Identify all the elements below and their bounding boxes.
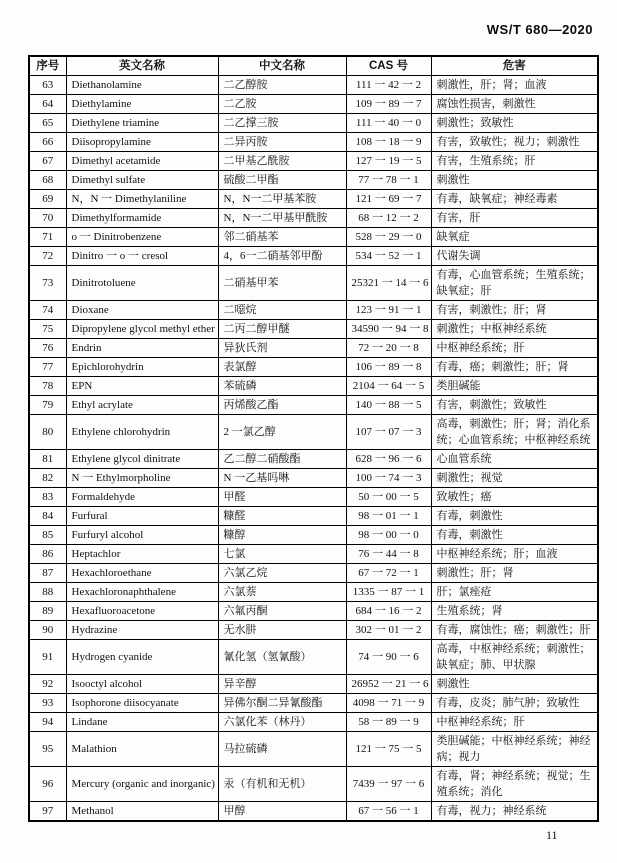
cell-english-name: Dimethyl sulfate [66, 171, 218, 190]
header-hazard: 危害 [431, 56, 598, 76]
cell-hazard: 中枢神经系统；肝 [431, 339, 598, 358]
cell-cas-number: 67 一 72 一 1 [346, 564, 431, 583]
table-row [29, 732, 598, 767]
cell-chinese-name: 二噁烷 [218, 301, 346, 320]
table-row [29, 228, 598, 247]
cell-chinese-name: 异狄氏剂 [218, 339, 346, 358]
cell-serial-number: 70 [29, 209, 66, 228]
cell-cas-number: 111 一 40 一 0 [346, 114, 431, 133]
cell-cas-number: 106 一 89 一 8 [346, 358, 431, 377]
cell-chinese-name: 二丙二醇甲醚 [218, 320, 346, 339]
table-row [29, 469, 598, 488]
cell-serial-number: 72 [29, 247, 66, 266]
cell-hazard: 缺氧症 [431, 228, 598, 247]
table-row [29, 377, 598, 396]
cell-hazard: 肝；氯痤疮 [431, 583, 598, 602]
cell-cas-number: 72 一 20 一 8 [346, 339, 431, 358]
table-row [29, 209, 598, 228]
cell-chinese-name: 异佛尔酮二异氰酸酯 [218, 694, 346, 713]
cell-serial-number: 66 [29, 133, 66, 152]
cell-english-name: Hydrazine [66, 621, 218, 640]
cell-cas-number: 98 一 00 一 0 [346, 526, 431, 545]
cell-serial-number: 96 [29, 767, 66, 802]
cell-english-name: Diethylene triamine [66, 114, 218, 133]
cell-cas-number: 25321 一 14 一 6 [346, 266, 431, 301]
cell-serial-number: 89 [29, 602, 66, 621]
cell-chinese-name: 汞（有机和无机） [218, 767, 346, 802]
cell-hazard: 有害，致敏性；视力；刺激性 [431, 133, 598, 152]
cell-english-name: Ethylene glycol dinitrate [66, 450, 218, 469]
cell-serial-number: 63 [29, 76, 66, 95]
cell-cas-number: 140 一 88 一 5 [346, 396, 431, 415]
cell-english-name: N 一 Ethylmorpholine [66, 469, 218, 488]
cell-serial-number: 92 [29, 675, 66, 694]
cell-serial-number: 80 [29, 415, 66, 450]
cell-english-name: Epichlorohydrin [66, 358, 218, 377]
cell-chinese-name: 糠醛 [218, 507, 346, 526]
cell-english-name: Hexafluoroacetone [66, 602, 218, 621]
cell-hazard: 有害，肝 [431, 209, 598, 228]
cell-serial-number: 85 [29, 526, 66, 545]
cell-serial-number: 88 [29, 583, 66, 602]
cell-chinese-name: N，N一二甲基甲酰胺 [218, 209, 346, 228]
cell-cas-number: 34590 一 94 一 8 [346, 320, 431, 339]
cell-hazard: 刺激性 [431, 171, 598, 190]
cell-chinese-name: 马拉硫磷 [218, 732, 346, 767]
cell-english-name: Furfural [66, 507, 218, 526]
cell-hazard: 有毒，肾；神经系统；视觉；生殖系统；消化 [431, 767, 598, 802]
cell-cas-number: 2104 一 64 一 5 [346, 377, 431, 396]
cell-serial-number: 65 [29, 114, 66, 133]
cell-english-name: Hydrogen cyanide [66, 640, 218, 675]
cell-chinese-name: 六氯萘 [218, 583, 346, 602]
cell-cas-number: 302 一 01 一 2 [346, 621, 431, 640]
cell-english-name: Dipropylene glycol methyl ether [66, 320, 218, 339]
cell-cas-number: 123 一 91 一 1 [346, 301, 431, 320]
table-row [29, 694, 598, 713]
header-cas-number: CAS 号 [346, 56, 431, 76]
cell-english-name: Methanol [66, 802, 218, 822]
cell-chinese-name: 七氯 [218, 545, 346, 564]
header-serial-number: 序号 [29, 56, 66, 76]
cell-hazard: 有毒，腐蚀性；癌；刺激性；肝 [431, 621, 598, 640]
cell-english-name: Diethanolamine [66, 76, 218, 95]
table-row [29, 95, 598, 114]
cell-chinese-name: 乙二醇二硝酸酯 [218, 450, 346, 469]
cell-chinese-name: 二甲基乙酰胺 [218, 152, 346, 171]
cell-serial-number: 97 [29, 802, 66, 822]
cell-hazard: 类胆碱能；中枢神经系统；神经病；视力 [431, 732, 598, 767]
cell-cas-number: 127 一 19 一 5 [346, 152, 431, 171]
cell-chinese-name: 六氯乙烷 [218, 564, 346, 583]
cell-hazard: 中枢神经系统；肝；血液 [431, 545, 598, 564]
cell-chinese-name: 糠醇 [218, 526, 346, 545]
cell-english-name: Dioxane [66, 301, 218, 320]
cell-english-name: Ethylene chlorohydrin [66, 415, 218, 450]
cell-hazard: 生殖系统；肾 [431, 602, 598, 621]
cell-english-name: Isophorone diisocyanate [66, 694, 218, 713]
table-row [29, 526, 598, 545]
cell-hazard: 刺激性；视觉 [431, 469, 598, 488]
table-row [29, 133, 598, 152]
table-header-row [29, 56, 598, 76]
cell-serial-number: 71 [29, 228, 66, 247]
cell-hazard: 高毒，中枢神经系统；刺激性；缺氧症；肺、甲状腺 [431, 640, 598, 675]
cell-cas-number: 26952 一 21 一 6 [346, 675, 431, 694]
cell-serial-number: 86 [29, 545, 66, 564]
page-number: 11 [546, 828, 558, 842]
cell-serial-number: 83 [29, 488, 66, 507]
cell-english-name: Isooctyl alcohol [66, 675, 218, 694]
cell-hazard: 有毒，缺氧症；神经毒素 [431, 190, 598, 209]
cell-cas-number: 67 一 56 一 1 [346, 802, 431, 822]
cell-english-name: Mercury (organic and inorganic) [66, 767, 218, 802]
cell-english-name: Diethylamine [66, 95, 218, 114]
cell-cas-number: 58 一 89 一 9 [346, 713, 431, 732]
header-english-name: 英文名称 [66, 56, 218, 76]
table-row [29, 76, 598, 95]
cell-hazard: 代谢失调 [431, 247, 598, 266]
cell-cas-number: 74 一 90 一 6 [346, 640, 431, 675]
cell-chinese-name: 苯硫磷 [218, 377, 346, 396]
cell-cas-number: 628 一 96 一 6 [346, 450, 431, 469]
cell-english-name: Endrin [66, 339, 218, 358]
cell-hazard: 刺激性；致敏性 [431, 114, 598, 133]
cell-chinese-name: 二硝基甲苯 [218, 266, 346, 301]
cell-hazard: 刺激性；肝；肾 [431, 564, 598, 583]
table-row [29, 152, 598, 171]
cell-cas-number: 111 一 42 一 2 [346, 76, 431, 95]
cell-hazard: 腐蚀性损害，刺激性 [431, 95, 598, 114]
cell-chinese-name: 邻二硝基苯 [218, 228, 346, 247]
cell-serial-number: 84 [29, 507, 66, 526]
cell-chinese-name: 二乙撑三胺 [218, 114, 346, 133]
cell-chinese-name: 硫酸二甲酯 [218, 171, 346, 190]
cell-serial-number: 73 [29, 266, 66, 301]
cell-english-name: Furfuryl alcohol [66, 526, 218, 545]
cell-hazard: 有毒，刺激性 [431, 526, 598, 545]
table-row [29, 583, 598, 602]
cell-chinese-name: 表氯醇 [218, 358, 346, 377]
standard-code-header: WS/T 680—2020 [486, 22, 593, 37]
cell-cas-number: 77 一 78 一 1 [346, 171, 431, 190]
cell-chinese-name: 甲醇 [218, 802, 346, 822]
cell-hazard: 致敏性；癌 [431, 488, 598, 507]
cell-serial-number: 69 [29, 190, 66, 209]
chemical-hazard-table [28, 55, 599, 822]
table-row [29, 301, 598, 320]
cell-hazard: 有毒，视力；神经系统 [431, 802, 598, 822]
cell-chinese-name: 氰化氢（氢氰酸） [218, 640, 346, 675]
cell-serial-number: 81 [29, 450, 66, 469]
cell-english-name: Heptachlor [66, 545, 218, 564]
table-row [29, 339, 598, 358]
cell-english-name: o 一 Dinitrobenzene [66, 228, 218, 247]
cell-serial-number: 91 [29, 640, 66, 675]
table-row [29, 488, 598, 507]
cell-cas-number: 76 一 44 一 8 [346, 545, 431, 564]
table-row [29, 114, 598, 133]
cell-cas-number: 1335 一 87 一 1 [346, 583, 431, 602]
cell-cas-number: 98 一 01 一 1 [346, 507, 431, 526]
cell-cas-number: 121 一 75 一 5 [346, 732, 431, 767]
table-row [29, 640, 598, 675]
cell-hazard: 有害，刺激性；肝；肾 [431, 301, 598, 320]
cell-serial-number: 74 [29, 301, 66, 320]
table-row [29, 266, 598, 301]
cell-english-name: EPN [66, 377, 218, 396]
table-row [29, 564, 598, 583]
cell-chinese-name: N，N一二甲基苯胺 [218, 190, 346, 209]
cell-cas-number: 100 一 74 一 3 [346, 469, 431, 488]
cell-serial-number: 68 [29, 171, 66, 190]
cell-english-name: Formaldehyde [66, 488, 218, 507]
cell-serial-number: 94 [29, 713, 66, 732]
cell-serial-number: 87 [29, 564, 66, 583]
table-row [29, 450, 598, 469]
cell-serial-number: 79 [29, 396, 66, 415]
cell-chinese-name: 丙烯酸乙酯 [218, 396, 346, 415]
cell-english-name: Dinitrotoluene [66, 266, 218, 301]
cell-chinese-name: 2 一氯乙醇 [218, 415, 346, 450]
cell-chinese-name: 二异丙胺 [218, 133, 346, 152]
cell-english-name: Dimethyl acetamide [66, 152, 218, 171]
cell-serial-number: 93 [29, 694, 66, 713]
table-row [29, 171, 598, 190]
table-row [29, 545, 598, 564]
cell-chinese-name: 六氯化苯（林丹） [218, 713, 346, 732]
cell-serial-number: 77 [29, 358, 66, 377]
cell-cas-number: 68 一 12 一 2 [346, 209, 431, 228]
cell-serial-number: 78 [29, 377, 66, 396]
cell-cas-number: 107 一 07 一 3 [346, 415, 431, 450]
cell-english-name: Dinitro 一 o 一 cresol [66, 247, 218, 266]
cell-english-name: Dimethylformamide [66, 209, 218, 228]
cell-hazard: 刺激性，肝；肾；血液 [431, 76, 598, 95]
table-row [29, 396, 598, 415]
cell-chinese-name: 六氟丙酮 [218, 602, 346, 621]
cell-hazard: 刺激性；中枢神经系统 [431, 320, 598, 339]
cell-hazard: 刺激性 [431, 675, 598, 694]
cell-cas-number: 684 一 16 一 2 [346, 602, 431, 621]
cell-english-name: N，N 一 Dimethylaniline [66, 190, 218, 209]
cell-cas-number: 108 一 18 一 9 [346, 133, 431, 152]
cell-hazard: 类胆碱能 [431, 377, 598, 396]
cell-chinese-name: 甲醛 [218, 488, 346, 507]
cell-cas-number: 7439 一 97 一 6 [346, 767, 431, 802]
table-header [29, 56, 598, 76]
table-row [29, 507, 598, 526]
cell-chinese-name: 二乙胺 [218, 95, 346, 114]
cell-serial-number: 64 [29, 95, 66, 114]
cell-serial-number: 82 [29, 469, 66, 488]
cell-cas-number: 4098 一 71 一 9 [346, 694, 431, 713]
cell-serial-number: 90 [29, 621, 66, 640]
table-row [29, 621, 598, 640]
cell-english-name: Hexachloronaphthalene [66, 583, 218, 602]
cell-hazard: 心血管系统 [431, 450, 598, 469]
header-chinese-name: 中文名称 [218, 56, 346, 76]
table-row [29, 190, 598, 209]
cell-serial-number: 67 [29, 152, 66, 171]
cell-english-name: Ethyl acrylate [66, 396, 218, 415]
cell-serial-number: 76 [29, 339, 66, 358]
cell-cas-number: 109 一 89 一 7 [346, 95, 431, 114]
cell-english-name: Malathion [66, 732, 218, 767]
chemical-table-body [29, 76, 598, 822]
table-row [29, 602, 598, 621]
table-row [29, 713, 598, 732]
cell-chinese-name: N 一乙基吗啉 [218, 469, 346, 488]
cell-cas-number: 121 一 69 一 7 [346, 190, 431, 209]
cell-hazard: 有毒，皮炎；肺气肿；致敏性 [431, 694, 598, 713]
cell-english-name: Lindane [66, 713, 218, 732]
table-row [29, 767, 598, 802]
cell-cas-number: 534 一 52 一 1 [346, 247, 431, 266]
cell-chinese-name: 二乙醇胺 [218, 76, 346, 95]
cell-serial-number: 95 [29, 732, 66, 767]
table-row [29, 247, 598, 266]
cell-hazard: 有毒，癌；刺激性；肝；肾 [431, 358, 598, 377]
table-row [29, 358, 598, 377]
cell-english-name: Diisopropylamine [66, 133, 218, 152]
cell-english-name: Hexachloroethane [66, 564, 218, 583]
cell-hazard: 有害，刺激性；致敏性 [431, 396, 598, 415]
table-row [29, 802, 598, 822]
cell-cas-number: 528 一 29 一 0 [346, 228, 431, 247]
cell-chinese-name: 无水肼 [218, 621, 346, 640]
table-row [29, 415, 598, 450]
cell-chinese-name: 异辛醇 [218, 675, 346, 694]
cell-hazard: 中枢神经系统；肝 [431, 713, 598, 732]
cell-hazard: 高毒，刺激性；肝；肾；消化系统；心血管系统；中枢神经系统 [431, 415, 598, 450]
cell-cas-number: 50 一 00 一 5 [346, 488, 431, 507]
cell-serial-number: 75 [29, 320, 66, 339]
cell-hazard: 有毒，刺激性 [431, 507, 598, 526]
cell-chinese-name: 4，6一二硝基邻甲酚 [218, 247, 346, 266]
cell-hazard: 有毒，心血管系统；生殖系统；缺氧症；肝 [431, 266, 598, 301]
table-row [29, 675, 598, 694]
cell-hazard: 有害，生殖系统；肝 [431, 152, 598, 171]
table-row [29, 320, 598, 339]
